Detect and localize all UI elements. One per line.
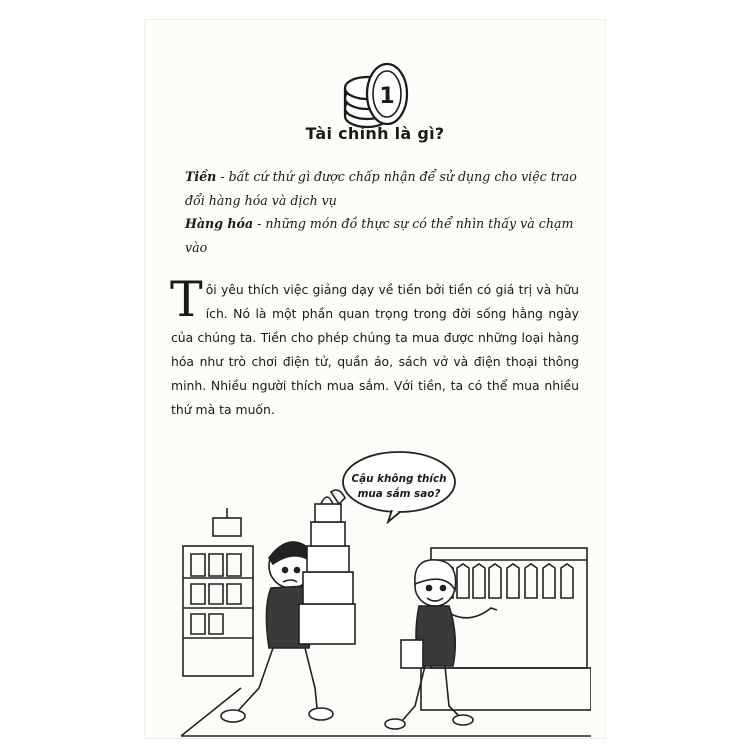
box [299, 604, 355, 644]
box [303, 572, 353, 604]
definition-text: - những món đồ thực sự có thể nhìn thấy và chạm vào [185, 216, 574, 255]
box [315, 504, 341, 522]
book-page [145, 20, 605, 738]
body-paragraph [170, 271, 579, 422]
definitions [185, 165, 585, 259]
speech-text [345, 472, 453, 502]
chapter-title: Tài chính là gì? [305, 124, 445, 143]
clothes-rack-left [183, 546, 253, 676]
definition-term: Tiền [185, 169, 217, 184]
speech-line: Cậu không thích [351, 473, 447, 485]
definition-term: Hàng hóa [185, 216, 254, 231]
definition-item [185, 165, 585, 212]
box [311, 522, 345, 546]
shopping-bag [401, 640, 423, 668]
box [307, 546, 349, 572]
definition-item [185, 212, 585, 259]
drop-cap: T [170, 271, 203, 328]
speech-line: mua sắm sao? [357, 488, 441, 500]
chapter-number: 1 [379, 84, 395, 109]
paragraph-text: ôi yêu thích việc giảng dạy về tiền bởi tiền có giá trị và hữu ích. Nó là một phần quan trọng trong đời sống hằng ngày của chúng ta. Tiền cho phép chúng ta mua được những loại hàng hóa như trò chơi điện tử, quần áo, sách vở và điện thoại thông minh. Nhiều người thích mua sắm. Với tiền, ta có thể mua nhiều thứ mà ta muốn. [171, 282, 579, 417]
definition-text: - bất cứ thứ gì được chấp nhận để sử dụng cho việc trao đổi hàng hóa và dịch vụ [185, 169, 577, 208]
shopping-illustration [181, 488, 591, 738]
